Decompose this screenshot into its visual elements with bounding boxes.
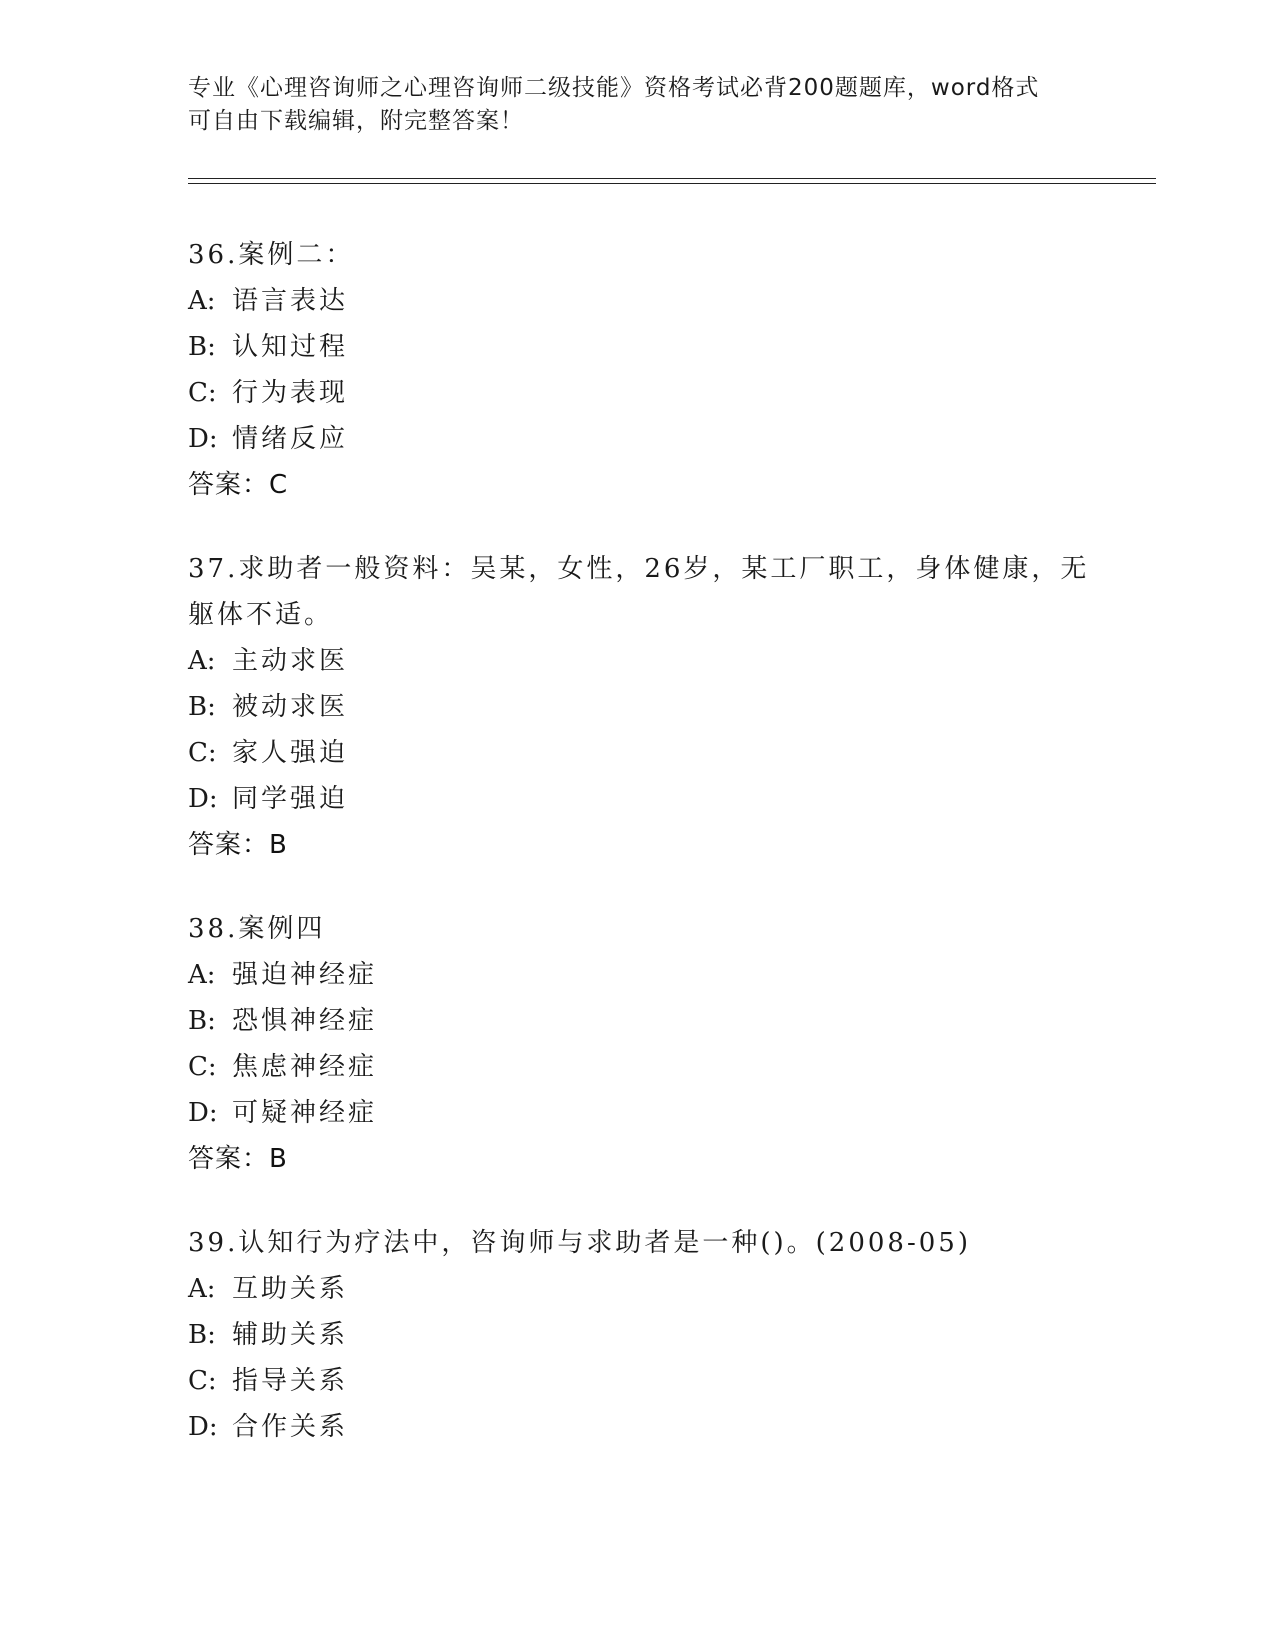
header-title-line-1: 专业《心理咨询师之心理咨询师二级技能》资格考试必背200题题库，word格式 bbox=[188, 75, 1040, 101]
question-39 bbox=[188, 1220, 1088, 1450]
option-text: 语言表达 bbox=[232, 286, 349, 316]
option-text: 互助关系 bbox=[232, 1274, 349, 1304]
option-text: 家人强迫 bbox=[232, 738, 349, 768]
option-c bbox=[188, 1358, 1088, 1404]
option-a bbox=[188, 638, 1088, 684]
option-letter: D: bbox=[188, 1412, 218, 1442]
question-36 bbox=[188, 232, 1088, 508]
option-letter: A: bbox=[188, 286, 216, 316]
option-text: 认知过程 bbox=[232, 332, 349, 362]
option-letter: B: bbox=[188, 692, 216, 722]
option-c bbox=[188, 730, 1088, 776]
option-text: 情绪反应 bbox=[232, 424, 349, 454]
option-text: 恐惧神经症 bbox=[232, 1006, 378, 1036]
answer-line: 答案：B bbox=[188, 1144, 288, 1174]
option-a bbox=[188, 1266, 1088, 1312]
option-text: 可疑神经症 bbox=[232, 1098, 378, 1128]
option-text: 合作关系 bbox=[232, 1412, 349, 1442]
question-stem: 37.求助者一般资料：吴某，女性，26岁，某工厂职工，身体健康，无 bbox=[188, 554, 1090, 584]
option-text: 行为表现 bbox=[232, 378, 349, 408]
option-d bbox=[188, 776, 1088, 822]
option-d bbox=[188, 416, 1088, 462]
option-letter: C: bbox=[188, 378, 217, 408]
answer-line: 答案：B bbox=[188, 830, 288, 860]
option-letter: A: bbox=[188, 646, 216, 676]
option-d bbox=[188, 1090, 1088, 1136]
option-text: 指导关系 bbox=[232, 1366, 349, 1396]
option-text: 主动求医 bbox=[232, 646, 349, 676]
option-b bbox=[188, 684, 1088, 730]
option-letter: B: bbox=[188, 1006, 216, 1036]
document-header bbox=[188, 72, 1068, 138]
option-letter: A: bbox=[188, 1274, 216, 1304]
option-letter: B: bbox=[188, 332, 216, 362]
option-text: 被动求医 bbox=[232, 692, 349, 722]
header-divider-top bbox=[188, 178, 1156, 179]
option-text: 强迫神经症 bbox=[232, 960, 378, 990]
option-text: 辅助关系 bbox=[232, 1320, 349, 1350]
option-b bbox=[188, 324, 1088, 370]
option-a bbox=[188, 952, 1088, 998]
question-list bbox=[188, 232, 1088, 1488]
option-letter: D: bbox=[188, 424, 218, 454]
option-a bbox=[188, 278, 1088, 324]
option-letter: C: bbox=[188, 1052, 217, 1082]
option-letter: C: bbox=[188, 738, 217, 768]
option-text: 同学强迫 bbox=[232, 784, 349, 814]
question-stem: 38.案例四 bbox=[188, 914, 326, 944]
question-38 bbox=[188, 906, 1088, 1182]
question-stem: 39.认知行为疗法中，咨询师与求助者是一种()。(2008-05) bbox=[188, 1228, 971, 1258]
header-divider-bottom bbox=[188, 183, 1156, 184]
option-c bbox=[188, 1044, 1088, 1090]
question-stem-continued: 躯体不适。 bbox=[188, 600, 334, 630]
option-letter: A: bbox=[188, 960, 216, 990]
option-letter: C: bbox=[188, 1366, 217, 1396]
option-text: 焦虑神经症 bbox=[232, 1052, 378, 1082]
option-b bbox=[188, 998, 1088, 1044]
option-d bbox=[188, 1404, 1088, 1450]
option-letter: D: bbox=[188, 1098, 218, 1128]
header-title-line-2: 可自由下载编辑，附完整答案！ bbox=[188, 108, 524, 134]
answer-line: 答案：C bbox=[188, 470, 289, 500]
option-c bbox=[188, 370, 1088, 416]
question-stem: 36.案例二： bbox=[188, 240, 355, 270]
option-letter: B: bbox=[188, 1320, 216, 1350]
option-letter: D: bbox=[188, 784, 218, 814]
option-b bbox=[188, 1312, 1088, 1358]
question-37 bbox=[188, 546, 1088, 868]
